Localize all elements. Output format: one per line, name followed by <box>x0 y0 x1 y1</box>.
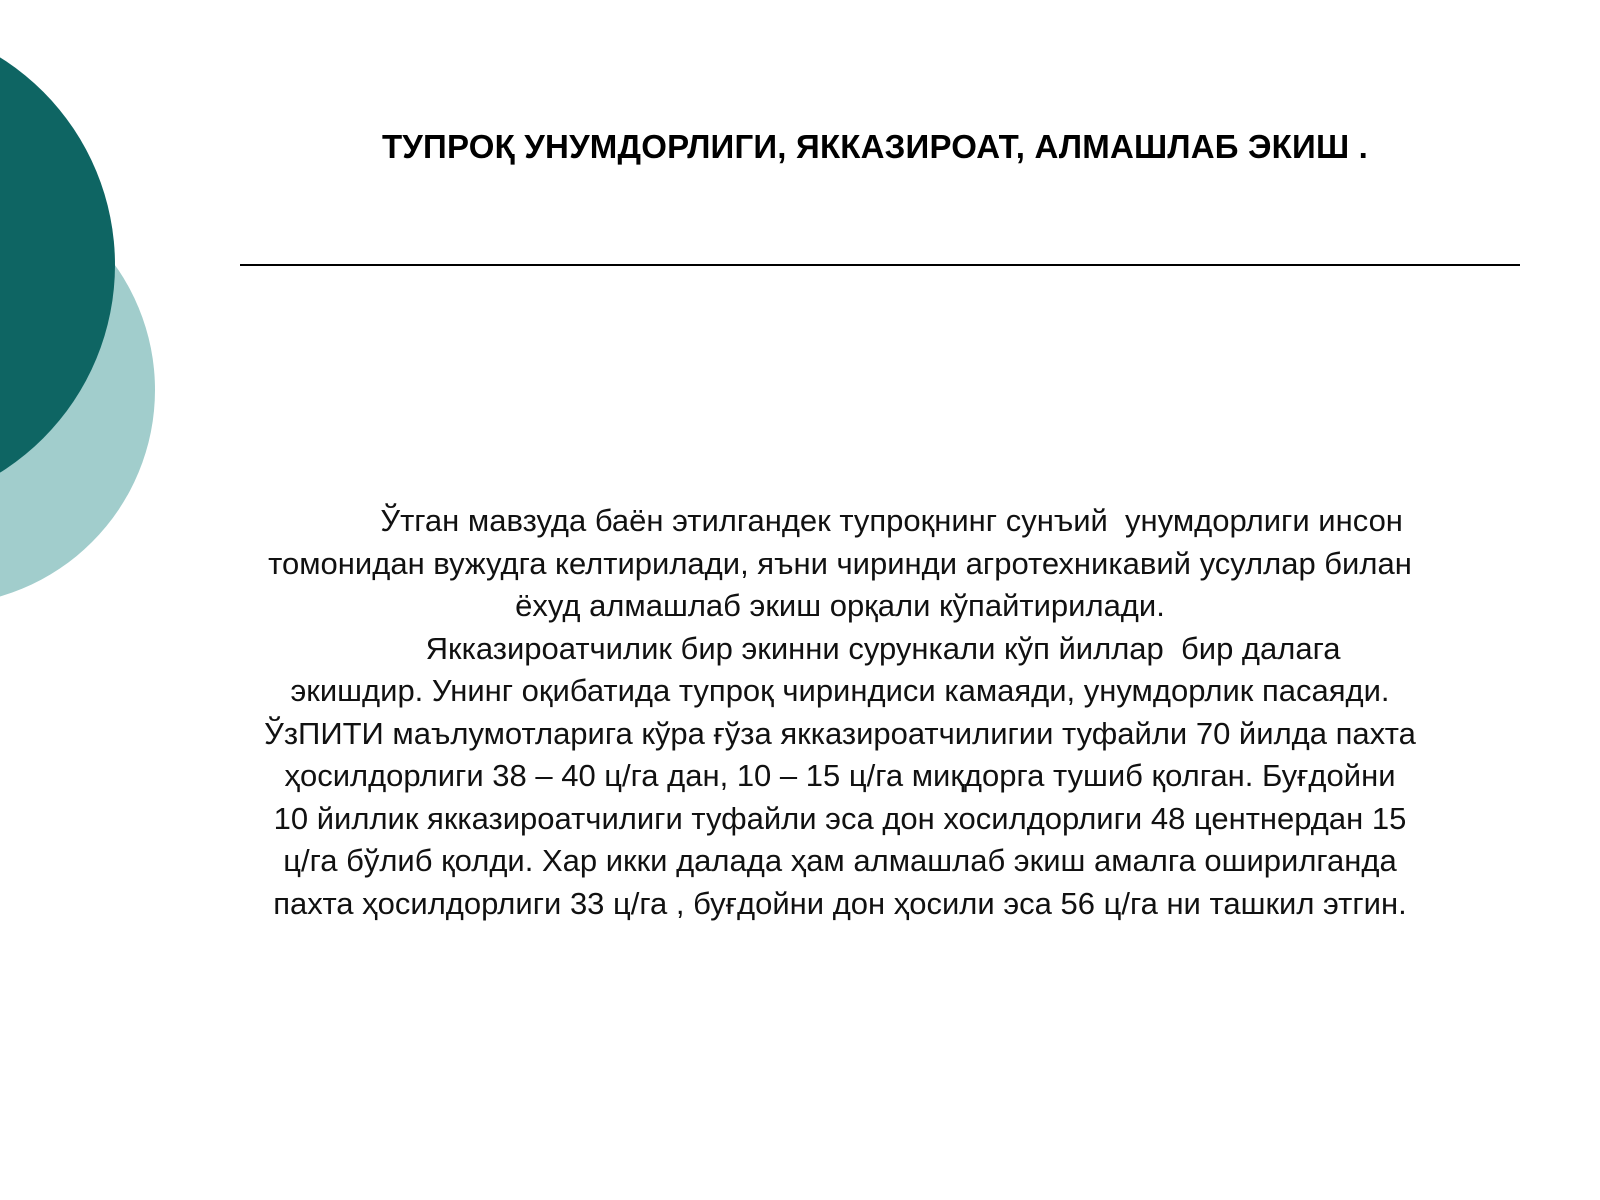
body-line: экишдир. Унинг оқибатида тупроқ чириндиси камаяди, унумдорлик пасаяди. <box>290 673 1390 708</box>
body-line: ц/га бўлиб қолди. Хар икки далада ҳам алмашлаб экиш амалга оширилганда <box>283 843 1397 878</box>
title-divider <box>240 264 1520 266</box>
body-line: томонидан вужудга келтирилади, яъни чиринди агротехникавий усуллар билан <box>268 545 1412 581</box>
body-line: 10 йиллик якказироатчилиги туфайли эса дон хосилдорлиги 48 центнердан 15 <box>273 800 1407 836</box>
body-paragraph <box>160 500 1520 925</box>
body-line: ҳосилдорлиги 38 – 40 ц/га дан, 10 – 15 ц/га миқдорга тушиб қолган. Буғдойни <box>284 758 1396 793</box>
slide-title: ТУПРОҚ УНУМДОРЛИГИ, ЯККАЗИРОАТ, АЛМАШЛАБ ЭКИШ . <box>381 128 1369 165</box>
body-line: Якказироатчилик бир экинни сурункали кўп йиллар бир далага <box>339 630 1341 666</box>
body-line: ёхуд алмашлаб экиш орқали кўпайтирилади. <box>515 588 1165 623</box>
body-line: ЎзПИТИ маълумотларига кўра ғўза якказироатчилигии туфайли 70 йилда пахта <box>264 715 1416 751</box>
body-line: пахта ҳосилдорлиги 33 ц/га , буғдойни дон ҳосили эса 56 ц/га ни ташкил этгин. <box>273 885 1407 921</box>
body-line: Ўтган мавзуда баён этилгандек тупроқнинг сунъий унумдорлиги инсон <box>277 503 1403 538</box>
